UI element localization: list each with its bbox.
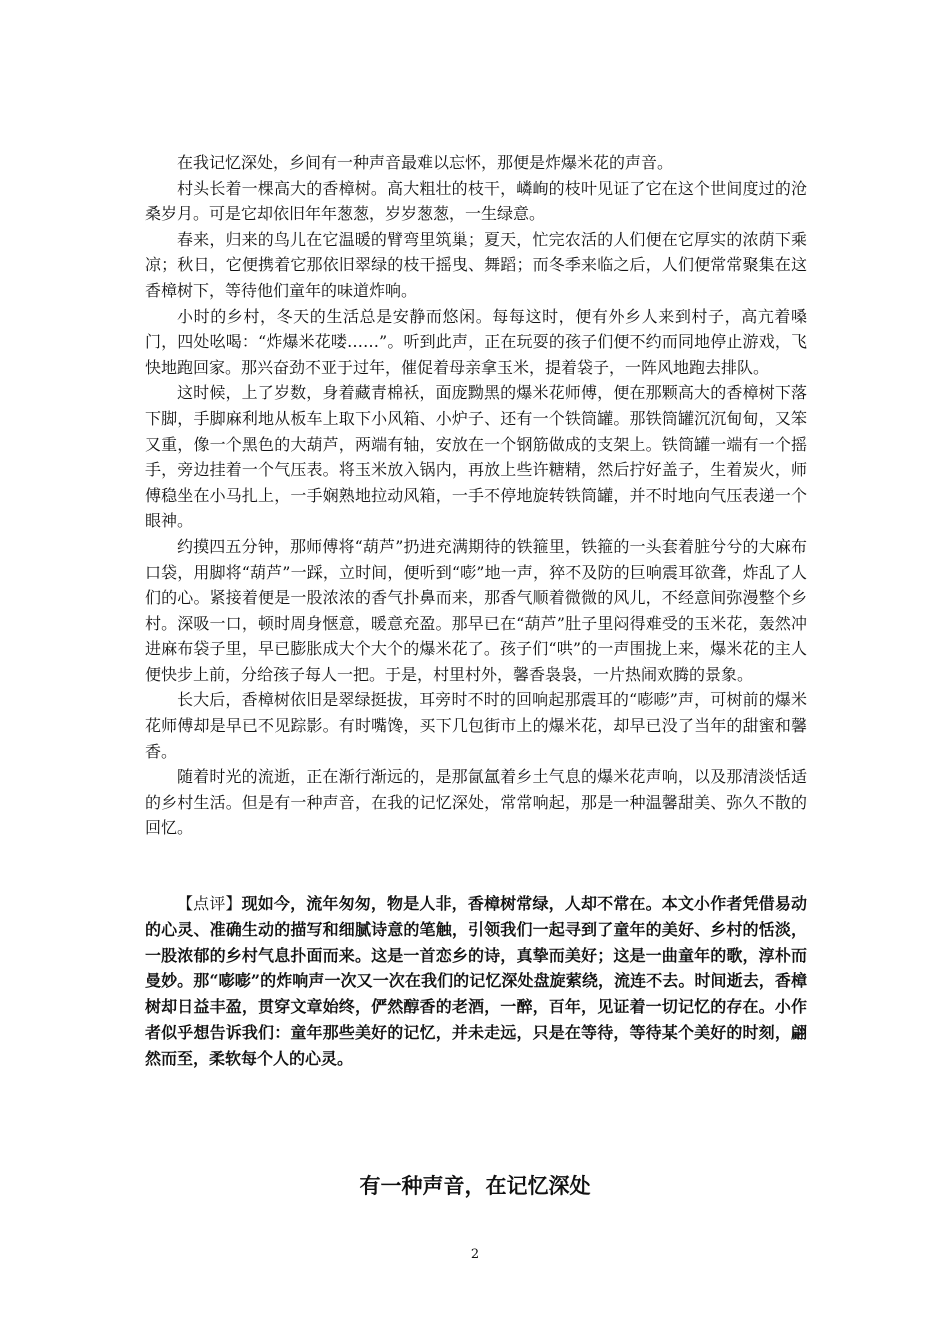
essay-paragraph: 约摸四五分钟，那师傅将“葫芦”扔进充满期待的铁箍里，铁箍的一头套着脏兮兮的大麻布口袋，用脚将“葫芦”一踩，立时间，便听到“嘭”地一声，猝不及防的巨响震耳欲聋，炸乱了人们的心。紧接着便是一股浓浓的香气扑鼻而来，那香气顺着微微的风儿，不经意间弥漫整个乡村。深吸一口，顿时周身惬意，暖意充盈。那早已在“葫芦”肚子里闷得难受的玉米花，轰然冲进麻布袋子里，早已膨胀成大个大个的爆米花了。孩子们“哄”的一声围拢上来，爆米花的主人便快步上前，分给孩子每人一把。于是，村里村外，馨香袅袅，一片热闹欢腾的景象。 bbox=[145, 536, 807, 684]
review-comment bbox=[145, 891, 807, 1072]
next-article-title: 有一种声音，在记忆深处 bbox=[359, 1174, 591, 1198]
essay-paragraph: 春来，归来的鸟儿在它温暖的臂弯里筑巢；夏天，忙完农活的人们便在它厚实的浓荫下乘凉；秋日，它便携着它那依旧翠绿的枝干摇曳、舞蹈；而冬季来临之后，人们便常常聚集在这香樟树下，等待他们童年的味道炸响。 bbox=[145, 229, 807, 300]
essay-paragraph: 村头长着一棵高大的香樟树。高大粗壮的枝干，嶙峋的枝叶见证了它在这个世间度过的沧桑岁月。可是它却依旧年年葱葱，岁岁葱葱，一生绿意。 bbox=[145, 178, 807, 224]
essay-paragraph: 在我记忆深处，乡间有一种声音最难以忘怀，那便是炸爆米花的声音。 bbox=[177, 153, 674, 172]
essay-paragraph: 这时候，上了岁数，身着藏青棉袄，面庞黝黑的爆米花师傅，便在那颗高大的香樟树下落下脚，手脚麻利地从板车上取下小风箱、小炉子、还有一个铁筒罐。那铁筒罐沉沉甸甸，又笨又重，像一个黑色的大葫芦，两端有轴，安放在一个钢筋做成的支架上。铁筒罐一端有一个摇手，旁边挂着一个气压表。将玉米放入锅内，再放上些许糖精，然后拧好盖子，生着炭火，师傅稳坐在小马扎上，一手娴熟地拉动风箱，一手不停地旋转铁筒罐，并不时地向气压表递一个眼神。 bbox=[145, 383, 807, 531]
essay-body bbox=[145, 150, 807, 841]
essay-paragraph: 随着时光的流逝，正在渐行渐远的，是那氤氲着乡土气息的爆米花声响，以及那清淡恬适的乡村生活。但是有一种声音，在我的记忆深处，常常响起，那是一种温馨甜美、弥久不散的回忆。 bbox=[145, 767, 807, 838]
essay-paragraph: 小时的乡村，冬天的生活总是安静而悠闲。每每这时，便有外乡人来到村子，高亢着嗓门，四处吆喝：“炸爆米花喽……”。听到此声，正在玩耍的孩子们便不约而同地停止游戏，飞快地跑回家。那兴奋劲不亚于过年，催促着母亲拿玉米，提着袋子，一阵风地跑去排队。 bbox=[145, 306, 807, 377]
essay-paragraph: 长大后，香樟树依旧是翠绿挺拔，耳旁时不时的回响起那震耳的“嘭嘭”声，可树前的爆米花师傅却是早已不见踪影。有时嘴馋，买下几包街市上的爆米花，却早已没了当年的甜蜜和馨香。 bbox=[145, 690, 807, 761]
review-tag: 【点评】 bbox=[177, 894, 242, 913]
page-number: 2 bbox=[470, 1247, 480, 1262]
review-text: 现如今，流年匆匆，物是人非，香樟树常绿，人却不常在。本文小作者凭借易动的心灵、准确生动的描写和细腻诗意的笔触，引领我们一起寻到了童年的美好、乡村的恬淡，一股浓郁的乡村气息扑面而来。这是一首恋乡的诗，真挚而美好；这是一曲童年的歌，淳朴而曼妙。那“嘭嘭”的炸响声一次又一次在我们的记忆深处盘旋萦绕，流连不去。时间逝去，香樟树却日益丰盈，贯穿文章始终，俨然醇香的老酒，一醉，百年，见证着一切记忆的存在。小作者似乎想告诉我们：童年那些美好的记忆，并未走远，只是在等待，等待某个美好的时刻，翩然而至，柔软每个人的心灵。 bbox=[145, 894, 807, 1068]
